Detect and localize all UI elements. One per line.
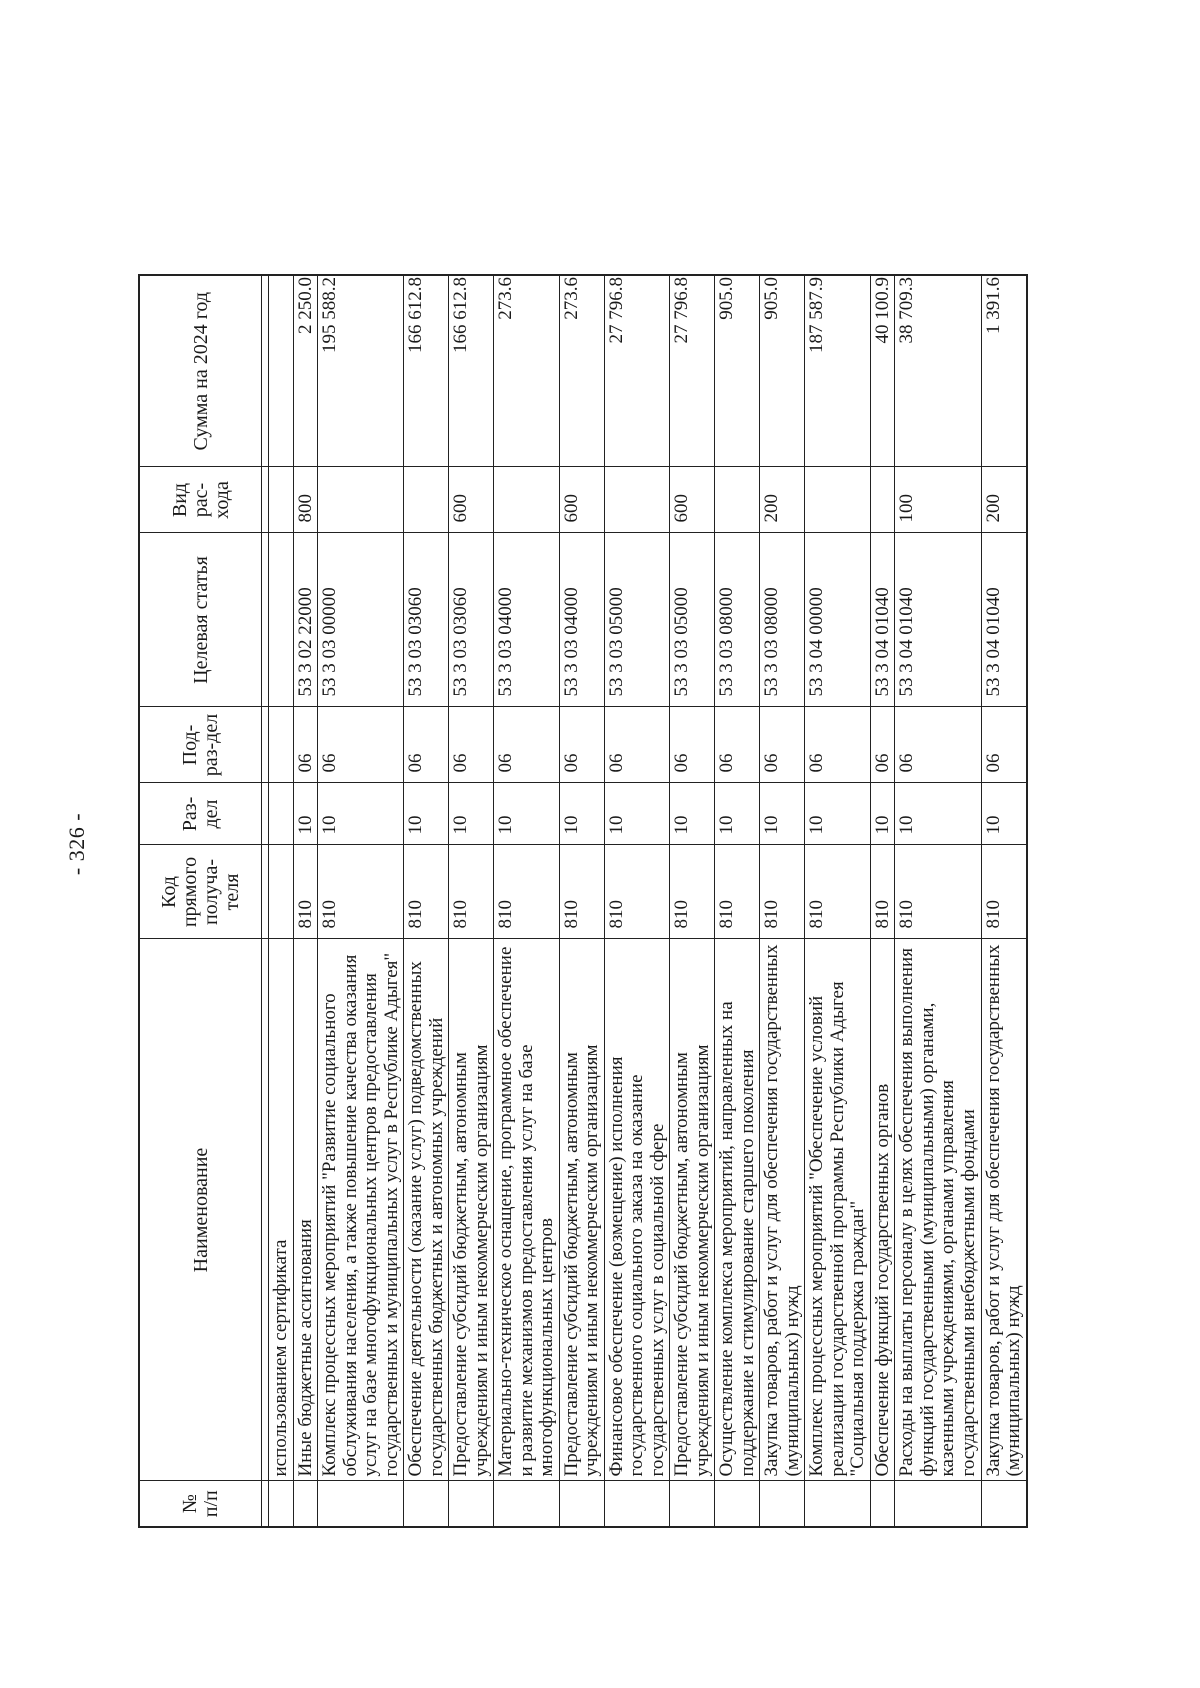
header-num: № п/п [139,1481,262,1527]
cell-amount: 166 612.8 [449,275,494,467]
cell-target: 53 3 03 05000 [670,533,715,707]
table-body [262,275,1027,1527]
cell-subsection: 06 [559,707,604,783]
cell-num [262,1481,269,1527]
cell-exp-type [494,467,560,533]
cell-target: 53 3 02 22000 [293,533,318,707]
cell-amount: 166 612.8 [404,275,449,467]
cell-recipient: 810 [293,845,318,939]
cell-section [269,783,294,845]
cell-amount: 905.0 [760,275,805,467]
cell-exp-type: 200 [760,467,805,533]
cell-amount: 273.6 [559,275,604,467]
table-row [715,275,760,1527]
cell-target: 53 3 03 00000 [318,533,404,707]
cell-section [262,783,269,845]
cell-num [559,1481,604,1527]
cell-amount: 187 587.9 [805,275,871,467]
header-exp-type: Вид рас-хода [139,467,262,533]
cell-name: Закупка товаров, работ и услуг для обеспечения государственных (муниципальных) нужд [760,939,805,1481]
table-row [449,275,494,1527]
cell-subsection: 06 [870,707,895,783]
cell-exp-type [604,467,670,533]
cell-subsection: 06 [293,707,318,783]
cell-amount [269,275,294,467]
cell-target: 53 3 03 08000 [760,533,805,707]
cell-target: 53 3 03 03060 [449,533,494,707]
cell-name: Осуществление комплекса мероприятий, направленных на поддержание и стимулирование старшего поколения [715,939,760,1481]
table-row [404,275,449,1527]
cell-target: 53 3 03 04000 [559,533,604,707]
cell-num [895,1481,981,1527]
cell-name: Предоставление субсидий бюджетным, автономным учреждениям и иным некоммерческим организациям [559,939,604,1481]
cell-target [262,533,269,707]
cell-amount: 1 391.6 [981,275,1027,467]
cell-recipient: 810 [604,845,670,939]
cell-section: 10 [559,783,604,845]
cell-name: Иные бюджетные ассигнования [293,939,318,1481]
cell-recipient: 810 [870,845,895,939]
cell-amount: 2 250.0 [293,275,318,467]
table-row [604,275,670,1527]
cell-amount: 27 796.8 [670,275,715,467]
cell-num [715,1481,760,1527]
cell-section: 10 [760,783,805,845]
header-name: Наименование [139,939,262,1481]
table-header-row [139,275,262,1527]
cell-target: 53 3 03 08000 [715,533,760,707]
cell-target [269,533,294,707]
cell-exp-type: 600 [559,467,604,533]
cell-subsection: 06 [449,707,494,783]
cell-section: 10 [293,783,318,845]
cell-target: 53 3 04 01040 [870,533,895,707]
cell-section: 10 [494,783,560,845]
cell-recipient [262,845,269,939]
cell-recipient: 810 [494,845,560,939]
cell-subsection: 06 [715,707,760,783]
cell-recipient: 810 [895,845,981,939]
cell-name: Материально-техническое оснащение, программное обеспечение и развитие механизмов предоставления услуг на базе многофункциональных центров [494,939,560,1481]
header-section: Раз-дел [139,783,262,845]
cell-amount: 905.0 [715,275,760,467]
cell-name: Обеспечение функций государственных органов [870,939,895,1481]
cell-exp-type: 200 [981,467,1027,533]
cell-name: Предоставление субсидий бюджетным, автономным учреждениям и иным некоммерческим организациям [670,939,715,1481]
cell-recipient: 810 [449,845,494,939]
table-row [293,275,318,1527]
cell-target: 53 3 03 04000 [494,533,560,707]
cell-exp-type [404,467,449,533]
table-row [494,275,560,1527]
cell-name: использованием сертификата [269,939,294,1481]
cell-section: 10 [318,783,404,845]
table-row [318,275,404,1527]
cell-target: 53 3 04 00000 [805,533,871,707]
cell-target: 53 3 03 05000 [604,533,670,707]
cell-exp-type: 600 [449,467,494,533]
cell-subsection: 06 [981,707,1027,783]
cell-num [449,1481,494,1527]
cell-name: Финансовое обеспечение (возмещение) исполнения государственного социального заказа на оказание государственных услуг в социальной сфере [604,939,670,1481]
table-row [805,275,871,1527]
cell-subsection: 06 [494,707,560,783]
cell-section: 10 [805,783,871,845]
cell-amount [262,275,269,467]
cell-exp-type [269,467,294,533]
cell-exp-type [318,467,404,533]
cell-num [293,1481,318,1527]
page-number: - 326 - [64,812,89,876]
cell-exp-type: 800 [293,467,318,533]
cell-recipient: 810 [981,845,1027,939]
cell-recipient: 810 [559,845,604,939]
cell-subsection: 06 [404,707,449,783]
cell-num [981,1481,1027,1527]
cell-section: 10 [404,783,449,845]
cell-section: 10 [870,783,895,845]
cell-name [262,939,269,1481]
cell-num [318,1481,404,1527]
cell-subsection: 06 [760,707,805,783]
cell-num [870,1481,895,1527]
table-row [895,275,981,1527]
cell-target: 53 3 03 03060 [404,533,449,707]
cell-amount: 27 796.8 [604,275,670,467]
cell-exp-type [262,467,269,533]
cell-num [760,1481,805,1527]
cell-section: 10 [449,783,494,845]
cell-target: 53 3 04 01040 [981,533,1027,707]
cell-num [269,1481,294,1527]
header-subsection: Под-раз-дел [139,707,262,783]
cell-recipient: 810 [805,845,871,939]
budget-table [138,274,1028,1528]
cell-recipient: 810 [715,845,760,939]
cell-subsection: 06 [805,707,871,783]
cell-name: Расходы на выплаты персоналу в целях обеспечения выполнения функций государственными (муниципальными) органами, казенными учреждениями, органами управления государственными внебюджетными фондами [895,939,981,1481]
cell-subsection: 06 [895,707,981,783]
cell-recipient [269,845,294,939]
cell-num [604,1481,670,1527]
cell-amount: 38 709.3 [895,275,981,467]
cell-num [494,1481,560,1527]
cell-subsection: 06 [670,707,715,783]
cell-exp-type [715,467,760,533]
cell-section: 10 [670,783,715,845]
cell-section: 10 [981,783,1027,845]
cell-amount: 195 588.2 [318,275,404,467]
cell-recipient: 810 [404,845,449,939]
cell-num [404,1481,449,1527]
cell-subsection [269,707,294,783]
table-row [559,275,604,1527]
cell-exp-type: 100 [895,467,981,533]
header-recipient: Код прямого получа-теля [139,845,262,939]
cell-target: 53 3 04 01040 [895,533,981,707]
cell-num [670,1481,715,1527]
cell-section: 10 [604,783,670,845]
cell-subsection [262,707,269,783]
table-row [269,275,294,1527]
cell-name: Комплекс процессных мероприятий "Обеспечение условий реализации государственной программы Республики Адыгея "Социальная поддержка граждан" [805,939,871,1481]
cell-exp-type [805,467,871,533]
header-amount: Сумма на 2024 год [139,275,262,467]
table-row [870,275,895,1527]
cell-recipient: 810 [318,845,404,939]
cell-name: Предоставление субсидий бюджетным, автономным учреждениям и иным некоммерческим организациям [449,939,494,1481]
table-row [760,275,805,1527]
cell-subsection: 06 [318,707,404,783]
cell-recipient: 810 [760,845,805,939]
cell-exp-type [870,467,895,533]
cell-name: Комплекс процессных мероприятий "Развитие социального обслуживания населения, а также повышение качества оказания услуг на базе многофункциональных центров предоставления государственных и муниципальных услуг в Республике Адыгея" [318,939,404,1481]
cell-exp-type: 600 [670,467,715,533]
cell-num [805,1481,871,1527]
cell-subsection: 06 [604,707,670,783]
cell-amount: 273.6 [494,275,560,467]
cell-section: 10 [895,783,981,845]
cell-name: Закупка товаров, работ и услуг для обеспечения государственных (муниципальных) нужд [981,939,1027,1481]
table-row [670,275,715,1527]
cell-amount: 40 100.9 [870,275,895,467]
cell-name: Обеспечение деятельности (оказание услуг) подведомственных государственных бюджетных и автономных учреждений [404,939,449,1481]
cell-section: 10 [715,783,760,845]
table-row [262,275,269,1527]
header-target: Целевая статья [139,533,262,707]
cell-recipient: 810 [670,845,715,939]
table-row [981,275,1027,1527]
